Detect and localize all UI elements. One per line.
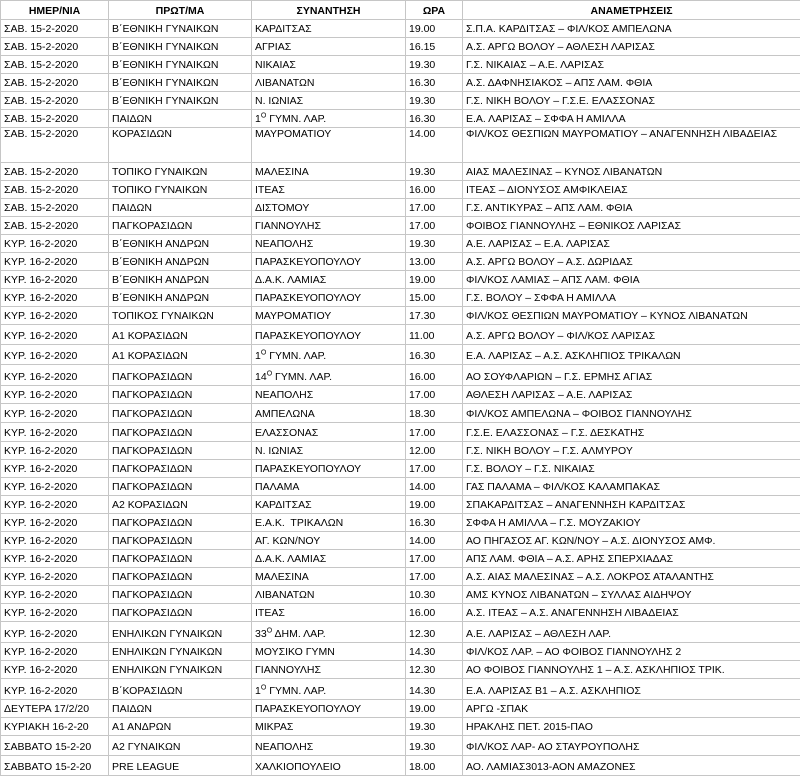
cell-date[interactable]: ΚΥΡ. 16-2-2020: [1, 386, 109, 404]
cell-matchup[interactable]: ΦΟΙΒΟΣ ΓΙΑΝΝΟΥΛΗΣ – ΕΘΝΙΚΟΣ ΛΑΡΙΣΑΣ: [463, 217, 800, 235]
cell-venue[interactable]: ΛΙΒΑΝΑΤΩΝ: [252, 586, 406, 604]
cell-time[interactable]: 14.00: [406, 128, 463, 163]
cell-venue[interactable]: ΑΓΡΙΑΣ: [252, 38, 406, 56]
cell-venue[interactable]: ΝΕΑΠΟΛΗΣ: [252, 235, 406, 253]
cell-date[interactable]: ΣΑΒ. 15-2-2020: [1, 56, 109, 74]
cell-date[interactable]: ΚΥΡ. 16-2-2020: [1, 568, 109, 586]
venue-number: 14: [255, 371, 267, 383]
cell-time[interactable]: 19.30: [406, 56, 463, 74]
table-row: [1, 163, 800, 181]
table-row: [1, 756, 800, 776]
cell-date[interactable]: ΚΥΡ. 16-2-2020: [1, 496, 109, 514]
table-row: [1, 128, 800, 163]
cell-date[interactable]: ΚΥΡ. 16-2-2020: [1, 604, 109, 622]
cell-venue[interactable]: Ν. ΙΩΝΙΑΣ: [252, 92, 406, 110]
cell-date[interactable]: ΣΑΒ. 15-2-2020: [1, 163, 109, 181]
table-row: [1, 679, 800, 700]
cell-date[interactable]: ΚΥΡΙΑΚΗ 16-2-20: [1, 718, 109, 736]
cell-time[interactable]: 16.00: [406, 181, 463, 199]
cell-date[interactable]: ΔΕΥΤΕΡΑ 17/2/20: [1, 700, 109, 718]
venue-name: ΓΥΜΝ. ΛΑΡ.: [266, 113, 326, 125]
cell-matchup[interactable]: ΦΙΛ/ΚΟΣ ΘΕΣΠΙΩΝ ΜΑΥΡΟΜΑΤΙΟΥ – ΚΥΝΟΣ ΛΙΒΑΝΑΤΩΝ: [463, 307, 800, 325]
cell-venue[interactable]: ΠΑΡΑΣΚΕΥΟΠΟΥΛΟΥ: [252, 253, 406, 271]
cell-time[interactable]: 19.00: [406, 20, 463, 38]
cell-matchup[interactable]: ΓΑΣ ΠΑΛΑΜΑ – ΦΙΛ/ΚΟΣ ΚΑΛΑΜΠΑΚΑΣ: [463, 478, 800, 496]
table-row: [1, 38, 800, 56]
cell-matchup[interactable]: ΑΘΛΕΣΗ ΛΑΡΙΣΑΣ – Α.Ε. ΛΑΡΙΣΑΣ: [463, 386, 800, 404]
table-row: [1, 586, 800, 604]
cell-venue[interactable]: ΜΑΥΡΟΜΑΤΙΟΥ: [252, 307, 406, 325]
cell-competition[interactable]: Β΄ΕΘΝΙΚΗ ΓΥΝΑΙΚΩΝ: [109, 38, 252, 56]
cell-date[interactable]: ΣΑΒΒΑΤΟ 15-2-20: [1, 736, 109, 756]
table-row: [1, 568, 800, 586]
cell-competition[interactable]: Β΄ΕΘΝΙΚΗ ΓΥΝΑΙΚΩΝ: [109, 92, 252, 110]
cell-time[interactable]: 19.30: [406, 163, 463, 181]
table-row: [1, 235, 800, 253]
cell-date[interactable]: ΚΥΡ. 16-2-2020: [1, 661, 109, 679]
cell-competition[interactable]: ΠΑΓΚΟΡΑΣΙΔΩΝ: [109, 442, 252, 460]
venue-ordinal-suffix: Ο: [261, 685, 266, 692]
cell-matchup[interactable]: ΑΟ ΣΟΥΦΛΑΡΙΩΝ – Γ.Σ. ΕΡΜΗΣ ΑΓΙΑΣ: [463, 365, 800, 386]
cell-time[interactable]: 17.00: [406, 217, 463, 235]
cell-competition[interactable]: ΕΝΗΛΙΚΩΝ ΓΥΝΑΙΚΩΝ: [109, 661, 252, 679]
cell-matchup[interactable]: Γ.Σ. ΝΙΚΑΙΑΣ – Α.Ε. ΛΑΡΙΣΑΣ: [463, 56, 800, 74]
cell-venue[interactable]: ΚΑΡΔΙΤΣΑΣ: [252, 496, 406, 514]
cell-date[interactable]: ΣΑΒ. 15-2-2020: [1, 128, 109, 163]
cell-time[interactable]: 19.00: [406, 271, 463, 289]
cell-date[interactable]: ΣΑΒ. 15-2-2020: [1, 217, 109, 235]
cell-competition[interactable]: Β΄ΚΟΡΑΣΙΔΩΝ: [109, 679, 252, 700]
cell-time[interactable]: 16.30: [406, 345, 463, 365]
table-row: [1, 289, 800, 307]
cell-competition[interactable]: ΠΑΙΔΩΝ: [109, 110, 252, 128]
cell-competition[interactable]: ΠΑΓΚΟΡΑΣΙΔΩΝ: [109, 423, 252, 442]
cell-date[interactable]: ΣΑΒ. 15-2-2020: [1, 92, 109, 110]
header-venue[interactable]: ΣΥΝΑΝΤΗΣΗ: [252, 1, 406, 20]
table-row: [1, 496, 800, 514]
table-row: [1, 74, 800, 92]
table-row: [1, 532, 800, 550]
cell-time[interactable]: 16.00: [406, 604, 463, 622]
cell-matchup[interactable]: ΑΟ ΠΗΓΑΣΟΣ ΑΓ. ΚΩΝ/ΝΟΥ – Α.Σ. ΔΙΟΝΥΣΟΣ ΑΜΦ.: [463, 532, 800, 550]
table-row: [1, 20, 800, 38]
cell-time[interactable]: 17.00: [406, 423, 463, 442]
cell-matchup[interactable]: ΑΟ. ΛΑΜΙΑΣ3013-ΑΟΝ ΑΜΑΖΟΝΕΣ: [463, 756, 800, 776]
cell-date[interactable]: ΣΑΒΒΑΤΟ 15-2-20: [1, 756, 109, 776]
table-row: [1, 92, 800, 110]
cell-competition[interactable]: ΠΑΓΚΟΡΑΣΙΔΩΝ: [109, 460, 252, 478]
cell-venue[interactable]: ΜΑΛΕΣΙΝΑ: [252, 568, 406, 586]
venue-ordinal-suffix: Ο: [267, 628, 272, 635]
cell-competition[interactable]: ΠΑΙΔΩΝ: [109, 700, 252, 718]
cell-competition[interactable]: ΠΑΓΚΟΡΑΣΙΔΩΝ: [109, 550, 252, 568]
cell-time[interactable]: 17.00: [406, 568, 463, 586]
cell-competition[interactable]: Β΄ΕΘΝΙΚΗ ΑΝΔΡΩΝ: [109, 271, 252, 289]
cell-matchup[interactable]: Ε.Α. ΛΑΡΙΣΑΣ – Α.Σ. ΑΣΚΛΗΠΙΟΣ ΤΡΙΚΑΛΩΝ: [463, 345, 800, 365]
table-row: [1, 460, 800, 478]
cell-matchup[interactable]: Γ.Σ. ΝΙΚΗ ΒΟΛΟΥ – Γ.Σ.Ε. ΕΛΑΣΣΟΝΑΣ: [463, 92, 800, 110]
cell-date[interactable]: ΣΑΒ. 15-2-2020: [1, 38, 109, 56]
cell-time[interactable]: 17.00: [406, 199, 463, 217]
cell-time[interactable]: 17.00: [406, 460, 463, 478]
cell-matchup[interactable]: Σ.Π.Α. ΚΑΡΔΙΤΣΑΣ – ΦΙΛ/ΚΟΣ ΑΜΠΕΛΩΝΑ: [463, 20, 800, 38]
table-row: [1, 271, 800, 289]
table-row: [1, 181, 800, 199]
table-row: [1, 365, 800, 386]
header-matchups[interactable]: ΑΝΑΜΕΤΡΗΣΕΙΣ: [463, 1, 800, 20]
cell-venue[interactable]: ΙΤΕΑΣ: [252, 604, 406, 622]
table-row: [1, 736, 800, 756]
cell-date[interactable]: ΚΥΡ. 16-2-2020: [1, 423, 109, 442]
cell-competition[interactable]: ΕΝΗΛΙΚΩΝ ΓΥΝΑΙΚΩΝ: [109, 643, 252, 661]
venue-ordinal-suffix: Ο: [261, 113, 266, 120]
venue-number: 33: [255, 628, 267, 640]
cell-venue[interactable]: ΠΑΡΑΣΚΕΥΟΠΟΥΛΟΥ: [252, 289, 406, 307]
cell-matchup[interactable]: ΦΙΛ/ΚΟΣ ΛΑΡ. – ΑΟ ΦΟΙΒΟΣ ΓΙΑΝΝΟΥΛΗΣ 2: [463, 643, 800, 661]
cell-time[interactable]: 19.30: [406, 718, 463, 736]
venue-ordinal-suffix: Ο: [267, 371, 272, 378]
cell-competition[interactable]: Β΄ΕΘΝΙΚΗ ΑΝΔΡΩΝ: [109, 235, 252, 253]
cell-venue[interactable]: ΙΤΕΑΣ: [252, 181, 406, 199]
cell-competition[interactable]: Α1 ΚΟΡΑΣΙΔΩΝ: [109, 325, 252, 345]
cell-date[interactable]: ΚΥΡ. 16-2-2020: [1, 345, 109, 365]
venue-name: ΓΥΜΝ. ΛΑΡ.: [266, 350, 326, 362]
table-row: [1, 442, 800, 460]
table-row: [1, 622, 800, 643]
cell-venue[interactable]: ΑΓ. ΚΩΝ/ΝΟΥ: [252, 532, 406, 550]
cell-competition[interactable]: ΤΟΠΙΚΟΣ ΓΥΝΑΙΚΩΝ: [109, 307, 252, 325]
cell-venue[interactable]: ΝΕΑΠΟΛΗΣ: [252, 736, 406, 756]
cell-matchup[interactable]: ΦΙΛ/ΚΟΣ ΛΑΜΙΑΣ – ΑΠΣ ΛΑΜ. ΦΘΙΑ: [463, 271, 800, 289]
cell-competition[interactable]: Α2 ΓΥΝΑΙΚΩΝ: [109, 736, 252, 756]
cell-matchup[interactable]: ΦΙΛ/ΚΟΣ ΛΑΡ- ΑΟ ΣΤΑΥΡΟΥΠΟΛΗΣ: [463, 736, 800, 756]
cell-venue[interactable]: ΜΙΚΡΑΣ: [252, 718, 406, 736]
table-row: [1, 199, 800, 217]
cell-date[interactable]: ΚΥΡ. 16-2-2020: [1, 271, 109, 289]
venue-number: 1: [255, 350, 261, 362]
cell-venue[interactable]: Ε.Α.Κ. ΤΡΙΚΑΛΩΝ: [252, 514, 406, 532]
cell-competition[interactable]: ΠΑΙΔΩΝ: [109, 199, 252, 217]
cell-matchup[interactable]: ΑΟ ΦΟΙΒΟΣ ΓΙΑΝΝΟΥΛΗΣ 1 – Α.Σ. ΑΣΚΛΗΠΙΟΣ ΤΡΙΚ.: [463, 661, 800, 679]
cell-competition[interactable]: ΠΑΓΚΟΡΑΣΙΔΩΝ: [109, 604, 252, 622]
table-row: [1, 404, 800, 423]
cell-venue[interactable]: ΝΕΑΠΟΛΗΣ: [252, 386, 406, 404]
table-row: [1, 514, 800, 532]
cell-competition[interactable]: Α1 ΑΝΔΡΩΝ: [109, 718, 252, 736]
cell-competition[interactable]: Β΄ΕΘΝΙΚΗ ΓΥΝΑΙΚΩΝ: [109, 74, 252, 92]
cell-venue[interactable]: ΜΑΥΡΟΜΑΤΙΟΥ: [252, 128, 406, 163]
cell-competition[interactable]: Α2 ΚΟΡΑΣΙΔΩΝ: [109, 496, 252, 514]
cell-time[interactable]: 11.00: [406, 325, 463, 345]
cell-matchup[interactable]: Α.Ε. ΛΑΡΙΣΑΣ – Ε.Α. ΛΑΡΙΣΑΣ: [463, 235, 800, 253]
table-row: [1, 56, 800, 74]
table-row: [1, 253, 800, 271]
cell-matchup[interactable]: ΑΜΣ ΚΥΝΟΣ ΛΙΒΑΝΑΤΩΝ – ΣΥΛΛΑΣ ΑΙΔΗΨΟΥ: [463, 586, 800, 604]
cell-competition[interactable]: ΠΑΓΚΟΡΑΣΙΔΩΝ: [109, 568, 252, 586]
cell-matchup[interactable]: Γ.Σ. ΑΝΤΙΚΥΡΑΣ – ΑΠΣ ΛΑΜ. ΦΘΙΑ: [463, 199, 800, 217]
cell-date[interactable]: ΣΑΒ. 15-2-2020: [1, 181, 109, 199]
header-row: [1, 1, 800, 20]
table-row: [1, 386, 800, 404]
header-competition[interactable]: ΠΡΩΤ/ΜΑ: [109, 1, 252, 20]
cell-matchup[interactable]: ΙΤΕΑΣ – ΔΙΟΝΥΣΟΣ ΑΜΦΙΚΛΕΙΑΣ: [463, 181, 800, 199]
cell-matchup[interactable]: Α.Σ. ΑΙΑΣ ΜΑΛΕΣΙΝΑΣ – Α.Σ. ΛΟΚΡΟΣ ΑΤΑΛΑΝΤΗΣ: [463, 568, 800, 586]
cell-competition[interactable]: ΠΑΓΚΟΡΑΣΙΔΩΝ: [109, 586, 252, 604]
cell-time[interactable]: 16.30: [406, 110, 463, 128]
cell-date[interactable]: ΚΥΡ. 16-2-2020: [1, 325, 109, 345]
cell-time[interactable]: 18.30: [406, 404, 463, 423]
cell-time[interactable]: 19.30: [406, 736, 463, 756]
cell-competition[interactable]: ΠΑΓΚΟΡΑΣΙΔΩΝ: [109, 365, 252, 386]
cell-competition[interactable]: ΠΑΓΚΟΡΑΣΙΔΩΝ: [109, 514, 252, 532]
cell-time[interactable]: 14.00: [406, 478, 463, 496]
table-row: [1, 604, 800, 622]
schedule-body: [1, 20, 800, 776]
cell-venue[interactable]: ΝΙΚΑΙΑΣ: [252, 56, 406, 74]
cell-venue[interactable]: ΜΟΥΣΙΚΟ ΓΥΜΝ: [252, 643, 406, 661]
cell-time[interactable]: 10.30: [406, 586, 463, 604]
cell-date[interactable]: ΣΑΒ. 15-2-2020: [1, 110, 109, 128]
cell-matchup[interactable]: Ε.Α. ΛΑΡΙΣΑΣ Β1 – Α.Σ. ΑΣΚΛΗΠΙΟΣ: [463, 679, 800, 700]
cell-competition[interactable]: Β΄ΕΘΝΙΚΗ ΑΝΔΡΩΝ: [109, 253, 252, 271]
cell-competition[interactable]: ΤΟΠΙΚΟ ΓΥΝΑΙΚΩΝ: [109, 181, 252, 199]
cell-time[interactable]: 16.30: [406, 514, 463, 532]
cell-matchup[interactable]: Α.Σ. ΑΡΓΩ ΒΟΛΟΥ – ΑΘΛΕΣΗ ΛΑΡΙΣΑΣ: [463, 38, 800, 56]
cell-time[interactable]: 13.00: [406, 253, 463, 271]
cell-date[interactable]: ΣΑΒ. 15-2-2020: [1, 20, 109, 38]
cell-venue[interactable]: ΔΙΣΤΟΜΟΥ: [252, 199, 406, 217]
cell-time[interactable]: 14.30: [406, 679, 463, 700]
cell-competition[interactable]: ΤΟΠΙΚΟ ΓΥΝΑΙΚΩΝ: [109, 163, 252, 181]
cell-venue[interactable]: Δ.Α.Κ. ΛΑΜΙΑΣ: [252, 550, 406, 568]
cell-matchup[interactable]: ΦΙΛ/ΚΟΣ ΘΕΣΠΙΩΝ ΜΑΥΡΟΜΑΤΙΟΥ – ΑΝΑΓΕΝΝΗΣΗ ΛΙΒΑΔΕΙΑΣ: [463, 128, 800, 163]
cell-date[interactable]: ΚΥΡ. 16-2-2020: [1, 679, 109, 700]
cell-time[interactable]: 17.00: [406, 386, 463, 404]
cell-time[interactable]: 16.30: [406, 74, 463, 92]
cell-competition[interactable]: Β΄ΕΘΝΙΚΗ ΑΝΔΡΩΝ: [109, 289, 252, 307]
cell-venue[interactable]: ΚΑΡΔΙΤΣΑΣ: [252, 20, 406, 38]
cell-matchup[interactable]: Γ.Σ. ΒΟΛΟΥ – Γ.Σ. ΝΙΚΑΙΑΣ: [463, 460, 800, 478]
cell-venue[interactable]: ΛΙΒΑΝΑΤΩΝ: [252, 74, 406, 92]
cell-competition[interactable]: ΠΑΓΚΟΡΑΣΙΔΩΝ: [109, 386, 252, 404]
cell-time[interactable]: 14.30: [406, 643, 463, 661]
table-row: [1, 718, 800, 736]
cell-matchup[interactable]: ΑΙΑΣ ΜΑΛΕΣΙΝΑΣ – ΚΥΝΟΣ ΛΙΒΑΝΑΤΩΝ: [463, 163, 800, 181]
cell-time[interactable]: 19.00: [406, 496, 463, 514]
cell-venue[interactable]: ΓΙΑΝΝΟΥΛΗΣ: [252, 661, 406, 679]
table-row: [1, 110, 800, 128]
cell-date[interactable]: ΚΥΡ. 16-2-2020: [1, 404, 109, 423]
cell-matchup[interactable]: Α.Σ. ΙΤΕΑΣ – Α.Σ. ΑΝΑΓΕΝΝΗΣΗ ΛΙΒΑΔΕΙΑΣ: [463, 604, 800, 622]
cell-time[interactable]: 19.30: [406, 92, 463, 110]
cell-date[interactable]: ΚΥΡ. 16-2-2020: [1, 365, 109, 386]
cell-date[interactable]: ΚΥΡ. 16-2-2020: [1, 532, 109, 550]
cell-time[interactable]: 16.15: [406, 38, 463, 56]
cell-venue[interactable]: Δ.Α.Κ. ΛΑΜΙΑΣ: [252, 271, 406, 289]
venue-number: 1: [255, 685, 261, 697]
cell-date[interactable]: ΣΑΒ. 15-2-2020: [1, 74, 109, 92]
table-row: [1, 478, 800, 496]
cell-venue[interactable]: ΠΑΡΑΣΚΕΥΟΠΟΥΛΟΥ: [252, 325, 406, 345]
cell-matchup[interactable]: Α.Σ. ΑΡΓΩ ΒΟΛΟΥ – Α.Σ. ΔΩΡΙΔΑΣ: [463, 253, 800, 271]
cell-date[interactable]: ΣΑΒ. 15-2-2020: [1, 199, 109, 217]
cell-venue[interactable]: Ν. ΙΩΝΙΑΣ: [252, 442, 406, 460]
cell-time[interactable]: 15.00: [406, 289, 463, 307]
table-row: [1, 325, 800, 345]
table-row: [1, 661, 800, 679]
cell-date[interactable]: ΚΥΡ. 16-2-2020: [1, 643, 109, 661]
cell-date[interactable]: ΚΥΡ. 16-2-2020: [1, 478, 109, 496]
cell-competition[interactable]: ΚΟΡΑΣΙΔΩΝ: [109, 128, 252, 163]
cell-date[interactable]: ΚΥΡ. 16-2-2020: [1, 460, 109, 478]
cell-date[interactable]: ΚΥΡ. 16-2-2020: [1, 307, 109, 325]
cell-venue[interactable]: ΠΑΛΑΜΑ: [252, 478, 406, 496]
table-row: [1, 217, 800, 235]
cell-competition[interactable]: ΕΝΗΛΙΚΩΝ ΓΥΝΑΙΚΩΝ: [109, 622, 252, 643]
cell-venue[interactable]: ΧΑΛΚΙΟΠΟΥΛΕΙΟ: [252, 756, 406, 776]
cell-matchup[interactable]: ΑΡΓΩ -ΣΠΑΚ: [463, 700, 800, 718]
cell-time[interactable]: 16.00: [406, 365, 463, 386]
cell-matchup[interactable]: Α.Σ. ΑΡΓΩ ΒΟΛΟΥ – ΦΙΛ/ΚΟΣ ΛΑΡΙΣΑΣ: [463, 325, 800, 345]
cell-venue[interactable]: [252, 679, 406, 700]
cell-time[interactable]: 19.00: [406, 700, 463, 718]
cell-competition[interactable]: Α1 ΚΟΡΑΣΙΔΩΝ: [109, 345, 252, 365]
cell-matchup[interactable]: Γ.Σ. ΒΟΛΟΥ – ΣΦΦΑ Η ΑΜΙΛΛΑ: [463, 289, 800, 307]
cell-time[interactable]: 12.00: [406, 442, 463, 460]
cell-date[interactable]: ΚΥΡ. 16-2-2020: [1, 550, 109, 568]
cell-competition[interactable]: ΠΑΓΚΟΡΑΣΙΔΩΝ: [109, 404, 252, 423]
cell-time[interactable]: 18.00: [406, 756, 463, 776]
venue-name: ΓΥΜΝ. ΛΑΡ.: [272, 371, 332, 383]
cell-time[interactable]: 17.00: [406, 550, 463, 568]
cell-venue[interactable]: ΜΑΛΕΣΙΝΑ: [252, 163, 406, 181]
cell-competition[interactable]: ΠΑΓΚΟΡΑΣΙΔΩΝ: [109, 532, 252, 550]
cell-competition[interactable]: ΠΑΓΚΟΡΑΣΙΔΩΝ: [109, 217, 252, 235]
table-row: [1, 345, 800, 365]
cell-venue[interactable]: ΓΙΑΝΝΟΥΛΗΣ: [252, 217, 406, 235]
cell-venue[interactable]: ΕΛΑΣΣΟΝΑΣ: [252, 423, 406, 442]
cell-venue[interactable]: [252, 345, 406, 365]
cell-time[interactable]: 14.00: [406, 532, 463, 550]
cell-date[interactable]: ΚΥΡ. 16-2-2020: [1, 514, 109, 532]
cell-competition[interactable]: Β΄ΕΘΝΙΚΗ ΓΥΝΑΙΚΩΝ: [109, 20, 252, 38]
venue-name: ΓΥΜΝ. ΛΑΡ.: [266, 685, 326, 697]
cell-time[interactable]: 12.30: [406, 622, 463, 643]
cell-date[interactable]: ΚΥΡ. 16-2-2020: [1, 289, 109, 307]
header-date[interactable]: ΗΜΕΡ/ΝΙΑ: [1, 1, 109, 20]
venue-number: 1: [255, 113, 261, 125]
header-time[interactable]: ΩΡΑ: [406, 1, 463, 20]
cell-venue[interactable]: ΠΑΡΑΣΚΕΥΟΠΟΥΛΟΥ: [252, 460, 406, 478]
cell-venue[interactable]: ΑΜΠΕΛΩΝΑ: [252, 404, 406, 423]
cell-matchup[interactable]: ΗΡΑΚΛΗΣ ΠΕΤ. 2015-ΠΑΟ: [463, 718, 800, 736]
cell-venue[interactable]: [252, 365, 406, 386]
table-row: [1, 550, 800, 568]
cell-competition[interactable]: PRE LEAGUE: [109, 756, 252, 776]
cell-time[interactable]: 17.30: [406, 307, 463, 325]
cell-date[interactable]: ΚΥΡ. 16-2-2020: [1, 622, 109, 643]
cell-matchup[interactable]: ΣΦΦΑ Η ΑΜΙΛΛΑ – Γ.Σ. ΜΟΥΖΑΚΙΟΥ: [463, 514, 800, 532]
cell-venue[interactable]: [252, 110, 406, 128]
cell-matchup[interactable]: Γ.Σ.Ε. ΕΛΑΣΣΟΝΑΣ – Γ.Σ. ΔΕΣΚΑΤΗΣ: [463, 423, 800, 442]
cell-venue[interactable]: ΠΑΡΑΣΚΕΥΟΠΟΥΛΟΥ: [252, 700, 406, 718]
cell-matchup[interactable]: ΦΙΛ/ΚΟΣ ΑΜΠΕΛΩΝΑ – ΦΟΙΒΟΣ ΓΙΑΝΝΟΥΛΗΣ: [463, 404, 800, 423]
cell-date[interactable]: ΚΥΡ. 16-2-2020: [1, 235, 109, 253]
cell-time[interactable]: 19.30: [406, 235, 463, 253]
cell-date[interactable]: ΚΥΡ. 16-2-2020: [1, 253, 109, 271]
cell-matchup[interactable]: Γ.Σ. ΝΙΚΗ ΒΟΛΟΥ – Γ.Σ. ΑΛΜΥΡΟΥ: [463, 442, 800, 460]
cell-date[interactable]: ΚΥΡ. 16-2-2020: [1, 586, 109, 604]
cell-date[interactable]: ΚΥΡ. 16-2-2020: [1, 442, 109, 460]
cell-venue[interactable]: [252, 622, 406, 643]
cell-competition[interactable]: Β΄ΕΘΝΙΚΗ ΓΥΝΑΙΚΩΝ: [109, 56, 252, 74]
cell-matchup[interactable]: Α.Ε. ΛΑΡΙΣΑΣ – ΑΘΛΕΣΗ ΛΑΡ.: [463, 622, 800, 643]
venue-ordinal-suffix: Ο: [261, 350, 266, 357]
table-row: [1, 423, 800, 442]
table-row: [1, 307, 800, 325]
cell-matchup[interactable]: Ε.Α. ΛΑΡΙΣΑΣ – ΣΦΦΑ Η ΑΜΙΛΛΑ: [463, 110, 800, 128]
cell-matchup[interactable]: ΣΠΑΚΑΡΔΙΤΣΑΣ – ΑΝΑΓΕΝΝΗΣΗ ΚΑΡΔΙΤΣΑΣ: [463, 496, 800, 514]
cell-time[interactable]: 12.30: [406, 661, 463, 679]
cell-matchup[interactable]: Α.Σ. ΔΑΦΝΗΣΙΑΚΟΣ – ΑΠΣ ΛΑΜ. ΦΘΙΑ: [463, 74, 800, 92]
cell-competition[interactable]: ΠΑΓΚΟΡΑΣΙΔΩΝ: [109, 478, 252, 496]
cell-matchup[interactable]: ΑΠΣ ΛΑΜ. ΦΘΙΑ – Α.Σ. ΑΡΗΣ ΣΠΕΡΧΙΑΔΑΣ: [463, 550, 800, 568]
venue-name: ΔΗΜ. ΛΑΡ.: [272, 628, 326, 640]
table-row: [1, 700, 800, 718]
table-row: [1, 643, 800, 661]
